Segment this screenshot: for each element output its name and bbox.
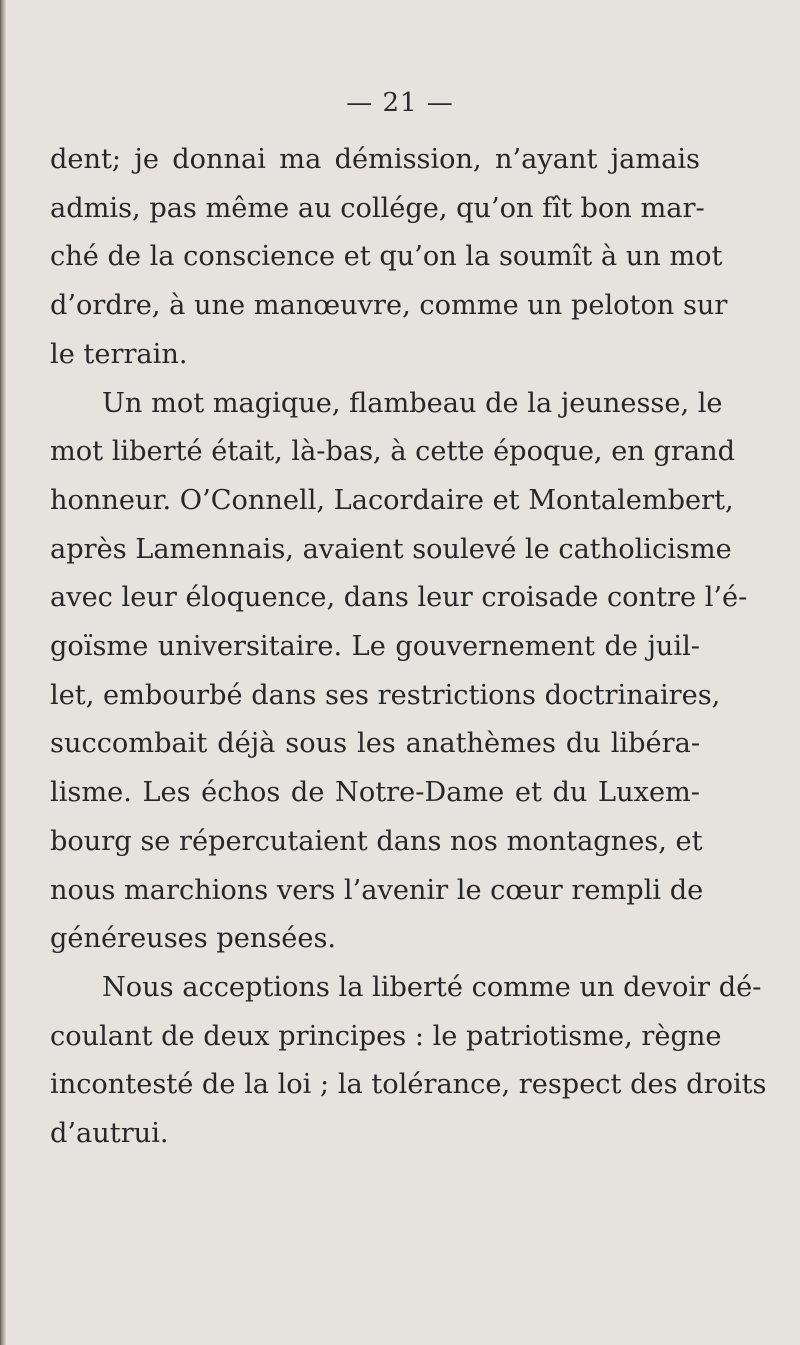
paragraph-3 [50,964,767,1159]
text-line: mot liberté était, là-bas, à cette époque, en grand [50,436,735,468]
text-line: coulant de deux principes : le patriotisme, règne [50,1020,722,1052]
body-text [50,136,767,1159]
paragraph-2 [50,380,748,964]
text-line: Nous acceptions la liberté comme un devoir dé- [102,971,762,1003]
text-line: ché de la conscience et qu’on la soumît à un mot [50,241,723,273]
page-number: — 21 — [346,88,454,118]
text-line: incontesté de la loi ; la tolérance, respect des droits [50,1069,767,1101]
paragraph-1 [50,136,728,380]
text-line: honneur. O’Connell, Lacordaire et Montalembert, [50,484,734,516]
text-line: généreuses pensées. [50,923,337,955]
text-line: avec leur éloquence, dans leur croisade contre l’é- [50,582,748,614]
text-line: nous marchions vers l’avenir le cœur rempli de [50,874,704,906]
text-line: admis, pas même au collége, qu’on fît bon mar- [50,192,705,224]
text-line: d’ordre, à une manœuvre, comme un peloton sur [50,290,728,322]
text-line: le terrain. [50,338,188,370]
text-line: Un mot magique, flambeau de la jeunesse, le [102,387,723,419]
text-line: d’autrui. [50,1118,169,1150]
page-binding-edge [0,0,6,1345]
text-line: lisme. Les échos de Notre-Dame et du Luxem- [50,777,700,809]
text-line: dent; je donnai ma démission, n’ayant jamais [50,144,700,175]
text-line: goïsme universitaire. Le gouvernement de juil- [50,631,700,663]
text-line: après Lamennais, avaient soulevé le catholicisme [50,533,732,565]
text-line: succombait déjà sous les anathèmes du libéra- [50,728,700,760]
text-line: bourg se répercutaient dans nos montagnes, et [50,825,703,857]
text-line: let, embourbé dans ses restrictions doctrinaires, [50,679,721,711]
